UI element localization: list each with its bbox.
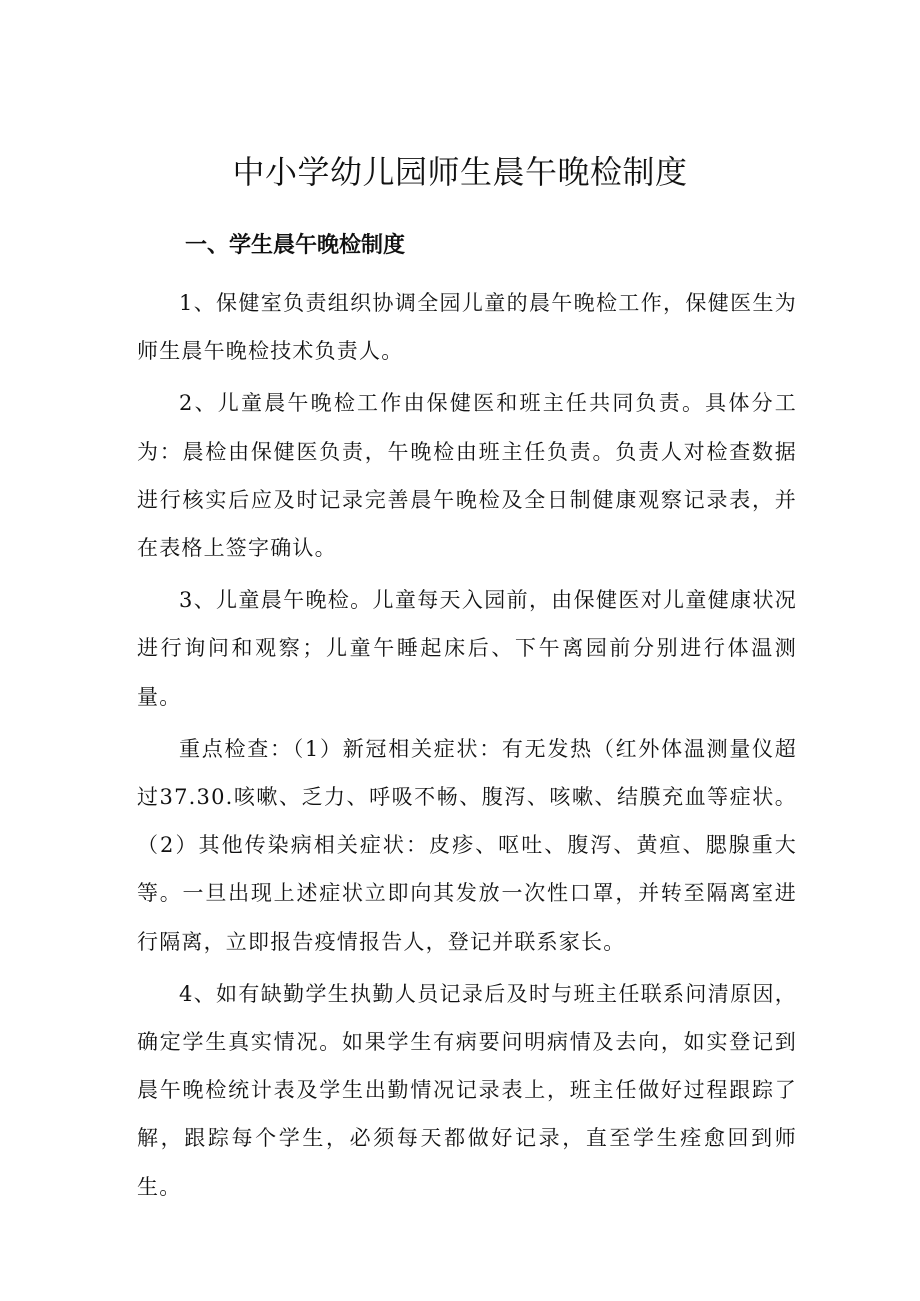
paragraph-4: 重点检查：（1）新冠相关症状：有无发热（红外体温测量仪超过37.30.咳嗽、乏力、呼吸不畅、腹泻、咳嗽、结膜充血等症状。（2）其他传染病相关症状：皮疹、呕吐、腹泻、黄疸、腮腺重大等。一旦出现上述症状立即向其发放一次性口罩，并转至隔离室进行隔离，立即报告疫情报告人，登记并联系家长。 (137, 736, 797, 954)
document-body (137, 279, 797, 1215)
paragraph-1: 1、保健室负责组织协调全园儿童的晨午晚检工作，保健医生为师生晨午晚检技术负责人。 (137, 291, 797, 364)
paragraph-5: 4、如有缺勤学生执勤人员记录后及时与班主任联系问清原因，确定学生真实情况。如果学生有病要问明病情及去向，如实登记到晨午晚检统计表及学生出勤情况记录表上，班主任做好过程跟踪了解，跟踪每个学生，必须每天都做好记录，直至学生痊愈回到师生。 (137, 981, 797, 1199)
document-title: 中小学幼儿园师生晨午晚检制度 (232, 153, 688, 191)
section-heading: 一、学生晨午晚检制度 (185, 233, 406, 258)
paragraph-3: 3、儿童晨午晚检。儿童每天入园前，由保健医对儿童健康状况进行询问和观察；儿童午睡起床后、下午离园前分别进行体温测量。 (137, 588, 797, 709)
paragraph-2: 2、儿童晨午晚检工作由保健医和班主任共同负责。具体分工为：晨检由保健医负责，午晚检由班主任负责。负责人对检查数据进行核实后应及时记录完善晨午晚检及全日制健康观察记录表，并在表格上签字确认。 (137, 391, 797, 561)
